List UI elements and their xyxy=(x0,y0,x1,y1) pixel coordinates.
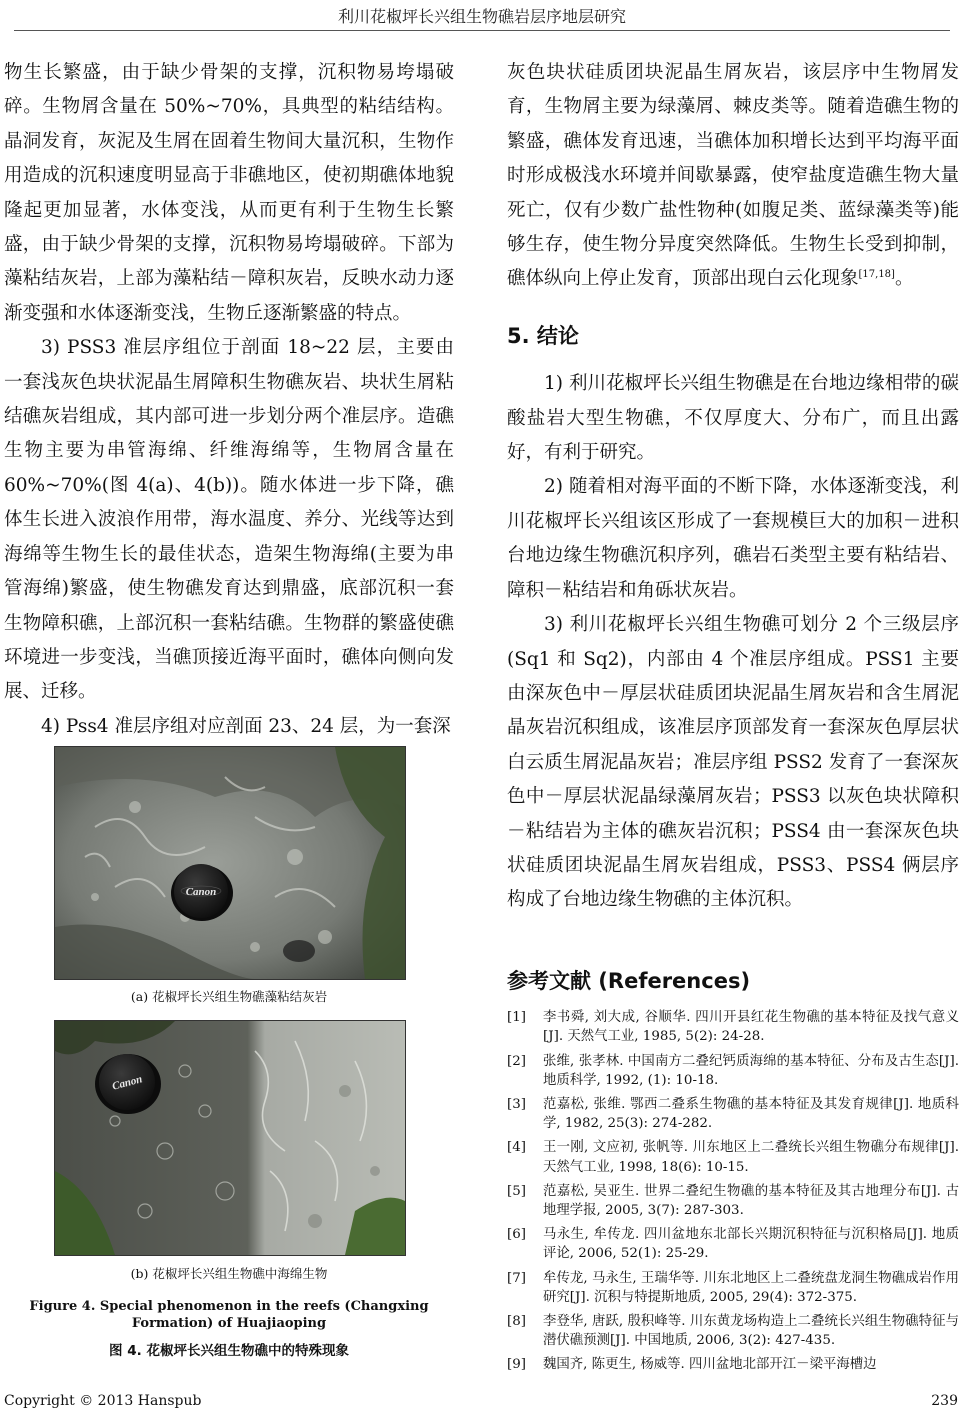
right-column xyxy=(507,56,959,1380)
body-paragraph: 灰色块状硅质团块泥晶生屑灰岩，该层序中生物屑发育，生物屑主要为绿藻屑、棘皮类等。随着造礁生物的繁盛，礁体发育迅速，当礁体加积增长达到平均海平面时形成极浅水环境并间歇暴露，使窄盐度造礁生物大量死亡，仅有少数广盐性物种(如腹足类、蓝绿藻类等)能够生存，使生物分异度突然降低。生物生长受到抑制，礁体纵向上停止发育，顶部出现白云化现象[17,18]。 xyxy=(507,62,959,290)
body-paragraph: 物生长繁盛，由于缺少骨架的支撑，沉积物易垮塌破碎。生物屑含量在 50%~70%，具典型的粘结结构。晶洞发育，灰泥及生屑在固着生物间大量沉积，生物作用造成的沉积速度明显高于非礁地区，使初期礁体地貌隆起更加显著，水体变浅，从而更有利于生物生长繁盛，由于缺少骨架的支撑，沉积物易垮塌破碎。下部为藻粘结灰岩，上部为藻粘结－障积灰岩，反映水动力逐渐变强和水体逐渐变浅，生物丘逐渐繁盛的特点。 xyxy=(4,62,454,324)
reference-item: [1] 李书舜, 刘大成, 谷顺华. 四川开县红花生物礁的基本特征及找气意义[J]. 天然气工业, 1985, 5(2): 24-28. xyxy=(507,1010,959,1045)
figure-title-chinese: 图 4. 花椒坪长兴组生物礁中的特殊现象 xyxy=(109,1343,349,1359)
reference-list xyxy=(507,1008,959,1374)
references-heading: 参考文献 (References) xyxy=(507,968,751,993)
left-column xyxy=(4,56,454,744)
header-rule xyxy=(14,30,950,31)
conclusion-item: 2) 随着相对海平面的不断下降，水体逐渐变浅，利川花椒坪长兴组该区形成了一套规模巨大的加积－进积台地边缘生物礁沉积序列，礁岩石类型主要有粘结岩、障积－粘结岩和角砾状灰岩。 xyxy=(507,476,959,601)
body-paragraph: 4) Pss4 准层序组对应剖面 23、24 层，为一套深 xyxy=(41,715,451,737)
lens-cap-label: Canon xyxy=(185,886,217,898)
citation: [17,18] xyxy=(858,269,895,281)
figure-title-english: Figure 4. Special phenomenon in the reefs (Changxing Formation) of Huajiaoping xyxy=(29,1299,429,1331)
reference-item: [2] 张维, 张孝林. 中国南方二叠纪钙质海绵的基本特征、分布及古生态[J]. 地质科学, 1992, (1): 10-18. xyxy=(507,1053,959,1088)
running-header: 利川花椒坪长兴组生物礁岩层序地层研究 xyxy=(337,7,626,26)
figure-4a-photo xyxy=(54,746,406,980)
figure-4b-photo xyxy=(54,1020,406,1256)
lens-cap-label: Canon xyxy=(110,1073,144,1093)
reference-item: [9] 魏国齐, 陈更生, 杨威等. 四川盆地北部开江－梁平海槽边 xyxy=(507,1357,877,1373)
reference-item: [3] 范嘉松, 张维. 鄂西二叠系生物礁的基本特征及其发育规律[J]. 地质科学, 1982, 25(3): 274-282. xyxy=(507,1096,959,1132)
body-paragraph: 3) PSS3 准层序组位于剖面 18~22 层，主要由一套浅灰色块状泥晶生屑障积生物礁灰岩、块状生屑粘结礁灰岩组成，其内部可进一步划分两个准层序。造礁生物主要为串管海绵、纤维海绵等，生物屑含量在 60%~70%(图 4(a)、4(b))。随水体进一步下降，礁体生长进入波浪作用带，海水温度、养分、光线等达到海绵等生物生长的最佳状态，造架生物海绵(主要为串管海绵)繁盛，使生物礁发育达到鼎盛，底部沉积一套生物障积礁，上部沉积一套粘结礁。生物群的繁盛使礁环境进一步变浅，当礁顶接近海平面时，礁体向侧向发展、迁移。 xyxy=(4,337,454,703)
reference-item: [8] 李登华, 唐跃, 殷积峰等. 川东黄龙场构造上二叠统长兴组生物礁特征与潜伏礁预测[J]. 中国地质, 2006, 3(2): 427-435. xyxy=(507,1314,959,1349)
reference-item: [5] 范嘉松, 吴亚生. 世界二叠纪生物礁的基本特征及其古地理分布[J]. 古地理学报, 2005, 3(7): 287-303. xyxy=(507,1183,959,1218)
copyright-footer: Copyright © 2013 Hanspub xyxy=(4,1393,202,1409)
reference-item: [4] 王一刚, 文应初, 张帆等. 川东地区上二叠统长兴组生物礁分布规律[J]. 天然气工业, 1998, 18(6): 10-15. xyxy=(507,1140,959,1175)
reference-item: [7] 牟传龙, 马永生, 王瑞华等. 川东北地区上二叠统盘龙洞生物礁成岩作用研究[J]. 沉积与特提斯地质, 2005, 29(4): 372-375. xyxy=(507,1270,959,1305)
figure-4b-caption: (b) 花椒坪长兴组生物礁中海绵生物 xyxy=(130,1266,328,1281)
page-number: 239 xyxy=(931,1393,958,1409)
rock-photo-b xyxy=(55,1021,405,1255)
figure-4a-caption: (a) 花椒坪长兴组生物礁藻粘结灰岩 xyxy=(130,989,328,1004)
reference-item: [6] 马永生, 牟传龙. 四川盆地东北部长兴期沉积特征与沉积格局[J]. 地质评论, 2006, 52(1): 25-29. xyxy=(507,1227,959,1262)
conclusion-item: 3) 利川花椒坪长兴组生物礁可划分 2 个三级层序(Sq1 和 Sq2)，内部由 4 个准层序组成。PSS1 主要由深灰色中－厚层状硅质团块泥晶生屑灰岩和含生屑泥晶灰岩沉积组成，该准层序顶部发育一套深灰色厚层状白云质生屑泥晶灰岩；准层序组 PSS2 发育了一套深灰色中－厚层状泥晶绿藻屑灰岩；PSS3 以灰色块状障积－粘结岩为主体的礁灰岩沉积；PSS4 由一套深灰色块状硅质团块泥晶生屑灰岩组成，PSS3、PSS4 俩层序构成了台地边缘生物礁的主体沉积。 xyxy=(507,614,959,911)
section-heading: 5. 结论 xyxy=(507,323,579,348)
conclusion-item: 1) 利川花椒坪长兴组生物礁是在台地边缘相带的碳酸盐岩大型生物礁，不仅厚度大、分布广，而且出露好，有利于研究。 xyxy=(507,373,959,464)
rock-photo-a xyxy=(55,747,405,979)
